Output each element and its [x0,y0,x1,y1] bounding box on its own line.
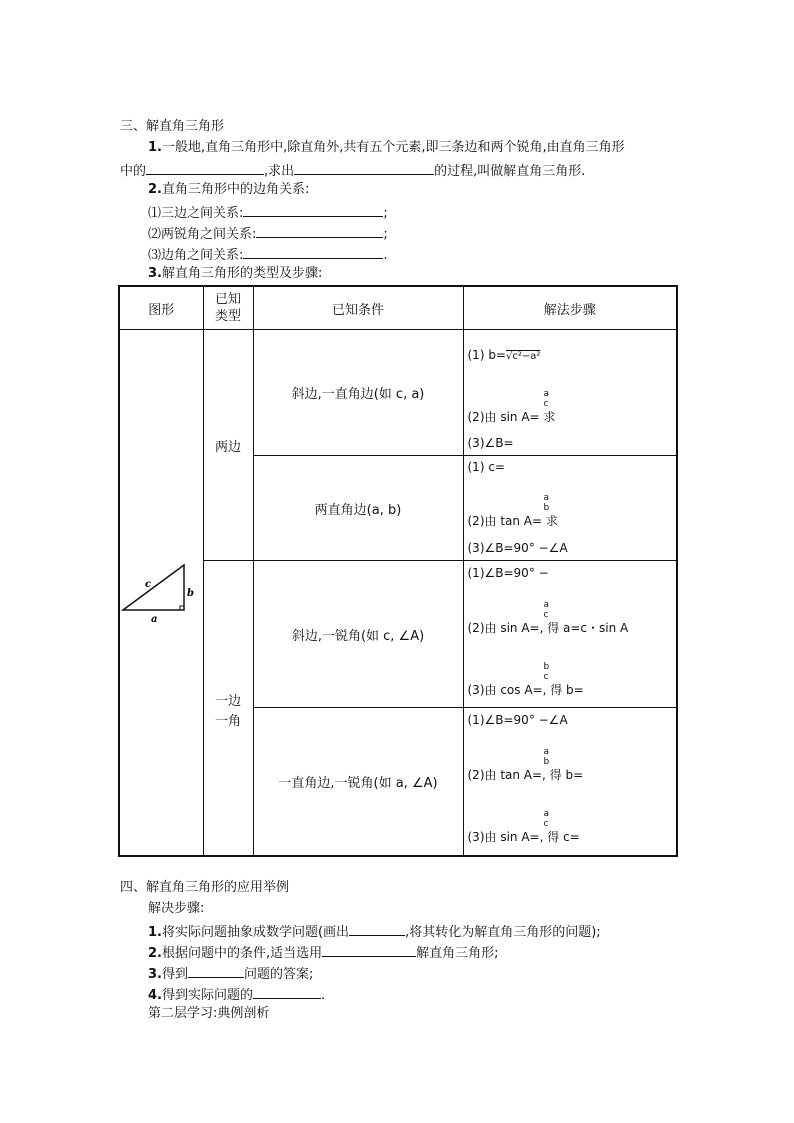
app-step-1-text-b: ,将其转化为解直角三角形的问题); [405,925,601,940]
header-known-type-line-2: 类型 [214,309,241,324]
blank-problem-type[interactable] [188,963,244,978]
section-3-title: 三、解直角三角形 [120,119,225,134]
type-two-sides: 两边 [203,330,253,561]
blank-side-angle[interactable] [243,244,383,259]
row-4-step-3: (3)由 sin A=, 得 c= [467,830,580,844]
row-4-step-2: (2)由 tan A=, 得 b= [467,768,584,782]
leg-a-label: a [151,614,158,625]
item-3 [148,265,322,283]
app-step-1-text-a: 将实际问题抽象成数学问题(画出 [161,925,350,940]
header-known-type-line-1: 已知 [214,292,241,307]
row-1-step-1 [468,348,541,364]
row-4-fraction-2-numerator: a [543,809,550,819]
row-3-condition: 斜边,一锐角(如 c, ∠A) [253,561,463,708]
app-step-3-text-b: 问题的答案; [244,967,314,982]
row-3-step-1: (1)∠B=90° − [467,566,549,580]
item-3-number: 3. [148,266,162,281]
row-3-steps [463,561,677,708]
app-step-4-text-a: 得到实际问题的 [161,988,253,1003]
figure-cell [119,330,203,856]
header-known-type [203,286,253,330]
row-3-step-3: (3)由 cos A=, 得 b= [467,683,584,697]
blank-two-angles[interactable] [256,223,383,238]
row-3-fraction-2-denominator: c [543,672,549,682]
row-1-radicand: c²−a² [512,351,541,362]
row-4-fraction-1-numerator: a [543,747,550,757]
item-1-line-2 [120,160,585,181]
app-step-2-text-a: 根据问题中的条件,适当选用 [161,946,323,961]
blank-select-relation[interactable] [322,942,416,957]
app-step-1 [148,921,601,942]
blank-unknown-elements[interactable] [294,160,434,175]
app-step-3-number: 3. [148,967,162,982]
row-1-steps [463,330,677,456]
row-2-fraction-denominator: b [543,503,550,513]
row-2-step-1: (1) c= [467,460,505,474]
row-4-condition: 一直角边,一锐角(如 a, ∠A) [253,708,463,856]
row-4-step-1: (1)∠B=90° −∠A [467,713,568,727]
blank-draw-figure[interactable] [349,921,405,936]
row-1-radical: √c²−a² [505,351,541,362]
app-step-4 [148,984,325,1005]
row-4-steps [463,708,677,856]
relation-1-label: ⑴三边之间关系: [148,206,244,221]
app-step-4-number: 4. [148,988,162,1003]
blank-three-sides[interactable] [243,202,383,217]
app-step-3 [148,963,313,984]
header-known-conditions: 已知条件 [253,286,463,330]
row-2-steps [463,456,677,561]
row-1-condition: 斜边,一直角边(如 c, a) [253,330,463,456]
relation-2-label: ⑵两锐角之间关系: [148,227,257,242]
app-step-3-text-a: 得到 [161,967,188,982]
row-2-step-2: (2)由 tan A= 求 [467,514,558,528]
item-1-text-b2: ,求出 [264,164,295,179]
hypotenuse-label: c [145,579,152,590]
item-1-text-a: 一般地,直角三角形中,除直角外,共有五个元素,即三条边和两个锐角,由直角三角形 [161,140,625,155]
relation-1 [148,202,388,223]
relation-2-end: ; [383,227,388,242]
relation-3-label: ⑶边角之间关系: [148,248,244,263]
relation-3-end: . [383,248,388,263]
row-1-step-3: (3)∠B= [467,436,514,450]
table-row [119,330,677,456]
relation-1-end: ; [383,206,388,221]
table-header-row [119,286,677,330]
row-2-fraction-numerator: a [543,493,550,503]
header-solution-steps: 解法步骤 [463,286,677,330]
type-side-angle-line-2: 一角 [214,714,241,730]
type-side-angle-line-1: 一边 [214,694,241,710]
row-2-condition: 两直角边(a, b) [253,456,463,561]
row-4-fraction-1-denominator: b [543,757,550,767]
item-3-text: 解直角三角形的类型及步骤: [161,266,323,281]
app-step-1-number: 1. [148,925,162,940]
layer-2-heading: 第二层学习:典例剖析 [148,1006,270,1021]
leg-b-label: b [187,588,194,599]
row-4-fraction-2-denominator: c [543,819,549,829]
row-1-step-1-text: (1) b= [467,348,506,362]
item-2 [148,181,309,199]
row-2-step-3: (3)∠B=90° −∠A [467,541,568,555]
app-step-2 [148,942,499,963]
app-step-2-text-b: 解直角三角形; [416,946,499,961]
row-3-step-2: (2)由 sin A=, 得 a=c・sin A [467,621,629,635]
row-1-fraction-numerator: a [543,389,550,399]
app-step-2-number: 2. [148,946,162,961]
item-2-text: 直角三角形中的边角关系: [161,182,310,197]
header-figure: 图形 [119,286,203,330]
row-3-fraction-1-denominator: c [543,610,549,620]
item-1-text-b3: 的过程,叫做解直角三角形. [434,164,586,179]
type-side-angle [203,561,253,856]
blank-actual-answer[interactable] [253,984,321,999]
item-1-number: 1. [148,140,162,155]
row-1-step-2: (2)由 sin A= 求 [467,410,556,424]
row-3-fraction-1-numerator: a [543,600,550,610]
row-1-fraction-denominator: c [543,399,549,409]
solving-types-table [118,285,678,857]
right-triangle-figure [120,560,204,630]
item-2-number: 2. [148,182,162,197]
row-3-fraction-2-numerator: b [543,662,550,672]
relation-2 [148,223,388,244]
steps-label: 解决步骤: [148,901,205,916]
app-step-4-text-b: . [321,988,326,1003]
blank-known-elements[interactable] [146,160,264,175]
relation-3 [148,244,388,265]
section-4-title: 四、解直角三角形的应用举例 [120,880,290,895]
item-1-line-1 [148,139,625,157]
item-1-text-b1: 中的 [120,164,147,179]
